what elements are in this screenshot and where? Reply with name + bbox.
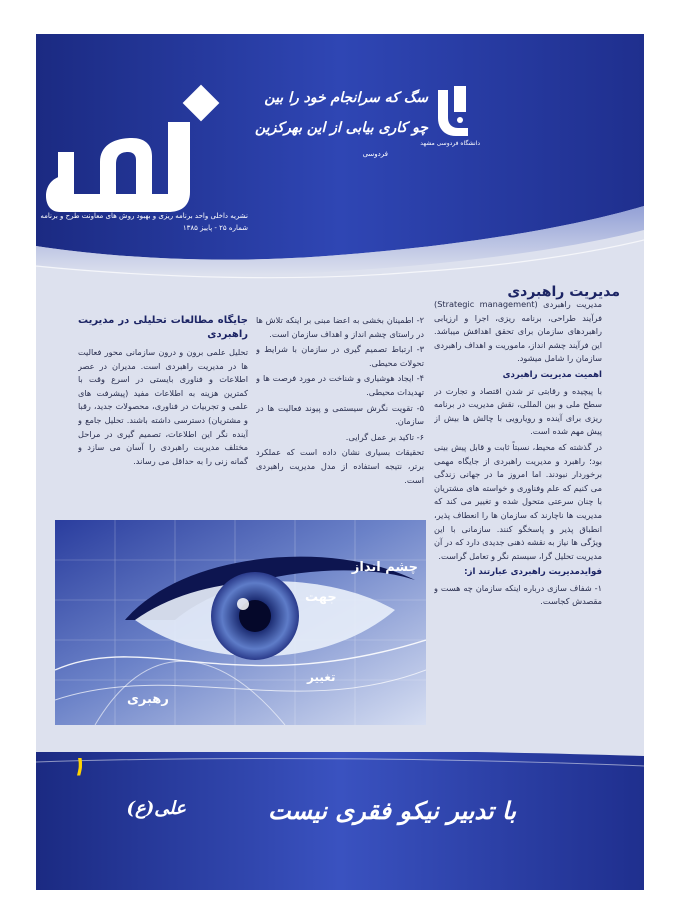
benefit-item: ۴- ایجاد هوشیاری و شناخت در مورد فرصت ها و تهدیدات محیطی. [256, 373, 424, 397]
left-column [78, 314, 248, 504]
benefit-conclusion: تحقیقات بسیاری نشان داده است که عملکرد برتر، نتیجه استفاده از مدل مدیریت راهبردی است. [256, 447, 424, 485]
benefit-item: ۶- تاکید بر عمل گرایی. [345, 431, 424, 442]
header-slogan-line1: سگ که سرانجام خود را بین [264, 90, 428, 106]
right-paragraph-4: ۱- شفاف سازی درباره اینکه سازمان چه هست و مقصدش کجاست. [434, 582, 602, 607]
header-slogan-line2: چو کاری بیابی از این بهرکزین [255, 120, 428, 136]
label-vision: چشم انداز [351, 560, 418, 575]
right-paragraph-3: در گذشته که محیط، نسبتاً ثابت و قابل پیش بینی بود؛ راهبرد و مدیریت راهبردی از جایگاه مهمی برخوردار نبودند. اما امروز ما در جهانی زندگی می کنیم که علم وفناوری و خواسته های مشتریان با چنان سرعتی متحول شده و تغییر می کند که مدیریت ها ناچارند که سازمان ها را انعطاف پذیر، انطباق پذیر و پاسخگو کنند. سازمانی با این ویژگی ها نیاز به نقشه ذهنی جدیدی دارد که در آن مدیریت تحلیل گرا، سیستم نگر و تعامل گراست. [434, 441, 602, 561]
label-direction: جهت [305, 590, 337, 605]
benefit-item: ۲- اطمینان بخشی به اعضا مبنی بر اینکه تلاش ها در راستای چشم انداز و اهداف سازمان است. [256, 315, 424, 339]
university-name: دانشگاه فردوسی مشهد [420, 140, 480, 147]
issue-info: شماره ۲۵ - پاییز ۱۳۸۵ [182, 224, 248, 232]
label-change: تغییر [307, 670, 336, 684]
right-paragraph-2: با پیچیده و رقابتی تر شدن اقتصاد و تجارت در سطح ملی و بین المللی، نقش مدیریت در برنامه ریزی برای آینده و رویارویی با چالش ها بیش از پیش مهم شده است. [434, 385, 602, 437]
subheading-importance: اهمیت مدیریت راهبردی [502, 369, 602, 380]
label-leadership: رهبری [127, 692, 169, 707]
page-number: ۱ [71, 752, 85, 782]
publication-subtitle: نشریه داخلی واحد برنامه ریزی و بهبود روش های معاونت طرح و برنامه [40, 212, 248, 220]
middle-column [256, 314, 424, 504]
footer-attribution: علی(ع) [126, 798, 186, 819]
poet-name: فردوسی [362, 150, 388, 158]
left-column-text: تحلیل علمی برون و درون سازمانی محور فعالیت ها در مدیریت راهبردی است. مدیران در عصر اطلاعات و فناوری بایستی در اسرع وقت با کمترین هزینه به اطلاعات مفید (پیشرفت های علمی و تجربیات در فناوری، محصولات جدید، رقبا و مشتریان) دسترسی داشته باشند. تحلیل جامع و آینده نگر این اطلاعات، تصمیم گیری در مراحل مختلف مدیریت راهبردی را آسان می سازد و گمانه زنی را به حداقل می رساند. [78, 347, 248, 466]
right-column [434, 298, 602, 758]
left-column-heading: جایگاه مطالعات تحلیلی در مدیریت راهبردی [78, 315, 248, 340]
benefit-item: ۳- ارتباط تصمیم گیری در سازمان با شرایط و تحولات محیطی. [256, 344, 424, 368]
saman-logo [40, 72, 245, 222]
footer-slogan: با تدبیر نیکو فقری نیست [268, 796, 516, 825]
subheading-benefits: فوایدمدیریت راهبردی عبارتند از: [464, 567, 602, 578]
benefit-item: ۵- تقویت نگرش سیستمی و پیوند فعالیت ها در سازمان. [256, 402, 424, 427]
right-paragraph-1: مدیریت راهبردی (Strategic management) فرآیند طراحی، برنامه ریزی، اجرا و ارزیابی راهبردهای سازمان برای تحقق اهدافش میباشد. این فرآیند چشم انداز، ماموریت و اهداف راهبردی سازمان را شامل میشود. [434, 299, 602, 364]
eye-illustration [55, 520, 426, 725]
eye-graphic [55, 520, 426, 725]
article-heading: مدیریت راهبردی [507, 284, 620, 300]
university-logo-icon [432, 82, 474, 138]
